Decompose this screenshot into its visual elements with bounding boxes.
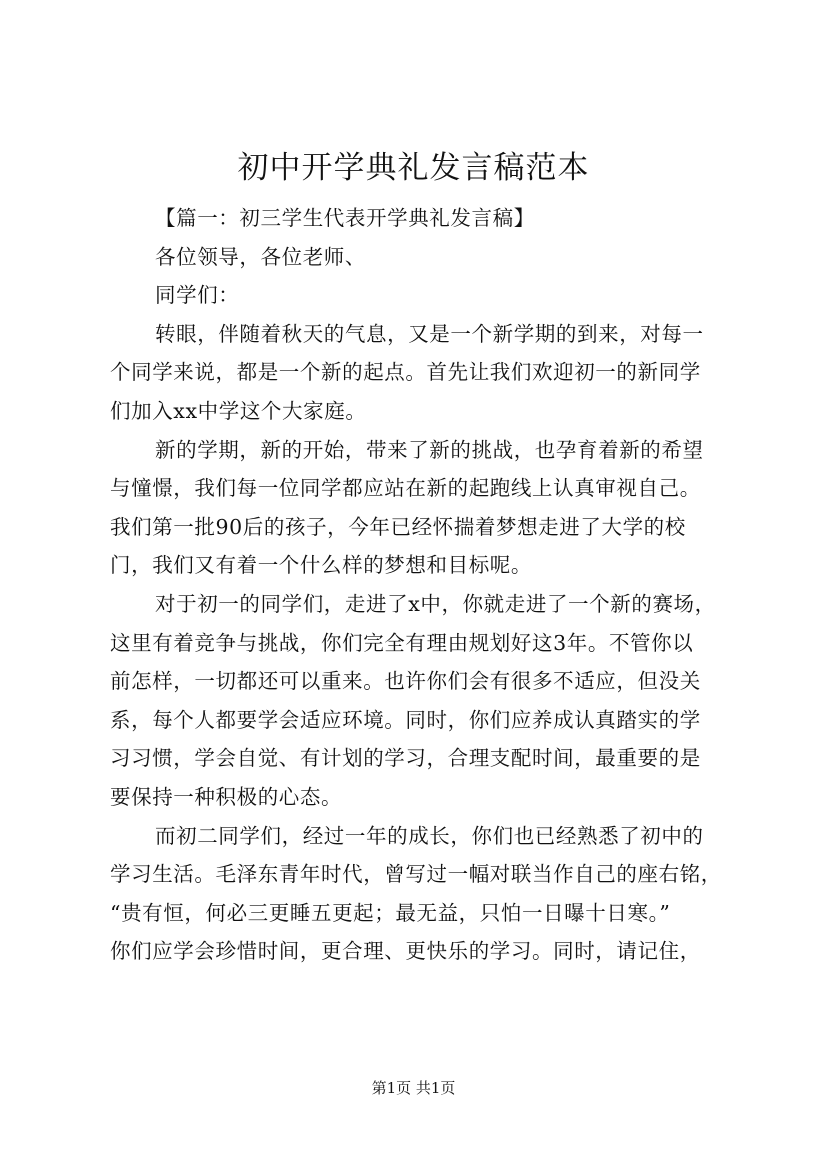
text-line: 前怎样，一切都还可以重来。也许你们会有很多不适应，但没关 xyxy=(110,669,701,694)
text-line: 这里有着竞争与挑战，你们完全有理由规划好这3年。不管你以 xyxy=(110,630,694,655)
text-line: 个同学来说，都是一个新的起点。首先让我们欢迎初一的新同学 xyxy=(110,360,701,385)
text-line: 新的学期，新的开始，带来了新的挑战，也孕育着新的希望 xyxy=(155,437,704,462)
document-title: 初中开学典礼发言稿范本 xyxy=(237,150,590,186)
text-line: 们加入xx中学这个大家庭。 xyxy=(110,398,367,423)
text-line: 【篇一：初三学生代表开学典礼发言稿】 xyxy=(155,206,535,230)
text-line: 要保持一种积极的心态。 xyxy=(110,784,343,809)
text-line: 我们第一批90后的孩子，今年已经怀揣着梦想走进了大学的校 xyxy=(110,514,686,539)
text-line: 各位领导，各位老师、 xyxy=(155,244,366,269)
text-line: 习习惯，学会自觉、有计划的学习，合理支配时间，最重要的是 xyxy=(110,746,701,771)
text-line: 对于初一的同学们，走进了x中，你就走进了一个新的赛场， xyxy=(155,591,716,616)
text-line: 系，每个人都要学会适应环境。同时，你们应养成认真踏实的学 xyxy=(110,707,701,732)
text-line: 而初二同学们，经过一年的成长，你们也已经熟悉了初中的 xyxy=(155,823,704,848)
text-line: 转眼，伴随着秋天的气息，又是一个新学期的到来，对每一 xyxy=(155,321,704,346)
document-body xyxy=(110,199,742,971)
text-line: 同学们： xyxy=(155,283,240,308)
page-footer: 第1页 共1页 xyxy=(371,1079,456,1097)
text-line: 你们应学会珍惜时间，更合理、更快乐的学习。同时，请记住， xyxy=(110,939,701,964)
text-line: “贵有恒，何必三更睡五更起；最无益，只怕一日曝十日寒。” xyxy=(110,900,671,925)
text-line: 与憧憬，我们每一位同学都应站在新的起跑线上认真审视自己。 xyxy=(110,476,701,501)
text-line: 门，我们又有着一个什么样的梦想和目标呢。 xyxy=(110,553,532,578)
text-line: 学习生活。毛泽东青年时代，曾写过一幅对联当作自己的座右铭， xyxy=(110,862,722,887)
